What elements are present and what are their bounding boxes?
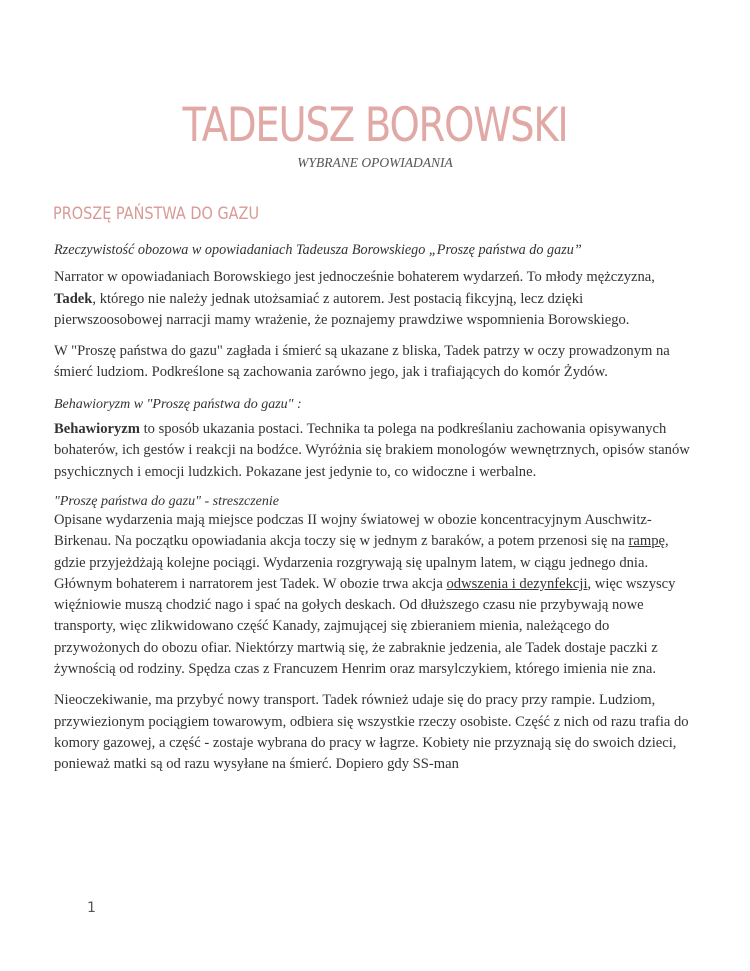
bold-term-behawioryzm: Behawioryzm xyxy=(54,421,140,438)
paragraph-text: , gdzie przyjeżdżają kolejne pociągi. Wydarzenia rozgrywają się upalnym latem, w ciągu jednego dnia. Głównym bohaterem i narratorem jest Tadek. W obozie trwa akcja xyxy=(54,533,669,592)
document-body xyxy=(54,240,694,786)
lead-paragraph: Rzeczywistość obozowa w opowiadaniach Tadeusza Borowskiego „Proszę państwa do gazu” xyxy=(54,242,582,258)
paragraph-narrator xyxy=(54,267,694,331)
label-behaviorism: Behawioryzm w "Proszę państwa do gazu" : xyxy=(54,396,302,412)
paragraph-text: , którego nie należy jednak utożsamiać z autorem. Jest postacią fikcyjną, lecz dzięki pierwszoosobowej narracji mamy wrażenie, że poznajemy prawdziwe wspomnienia Borowskiego. xyxy=(54,290,630,328)
underlined-odwszenie: odwszenia i dezynfekcji xyxy=(446,575,588,592)
underlined-rampa: rampę xyxy=(628,533,665,550)
section-heading: PROSZĘ PAŃSTWA DO GAZU xyxy=(53,204,260,224)
paragraph-transport: Nieoczekiwanie, ma przybyć nowy transport. Tadek również udaje się do pracy przy rampie. Ludziom, przywiezionym pociągiem towarowym, odbiera się wszystkie rzeczy osobiste. Część z nich od razu trafia do komory gazowej, a część - zostaje wybrana do pracy w łagrze. Kobiety nie przyznają się do swoich dzieci, ponieważ matki są od razu wysyłane na śmierć. Dopiero gdy SS-man xyxy=(54,692,689,773)
paragraph-death: W "Proszę państwa do gazu" zagłada i śmierć są ukazane z bliska, Tadek patrzy w oczy prowadzonym na śmierć ludziom. Podkreślone są zachowania zarówno jego, jak i trafiających do komór Żydów. xyxy=(54,343,670,381)
paragraph-text: Narrator w opowiadaniach Borowskiego jest jednocześnie bohaterem wydarzeń. To młody mężczyzna, xyxy=(54,269,655,286)
label-summary: "Proszę państwa do gazu" - streszczenie xyxy=(54,493,279,509)
bold-term-tadek: Tadek xyxy=(54,290,93,307)
paragraph-text: Opisane wydarzenia mają miejsce podczas II wojny światowej w obozie koncentracyjnym Auschwitz-Birkenau. Na początku opowiadania akcja toczy się w jednym z baraków, a potem przenosi się na xyxy=(54,511,652,550)
paragraph-behaviorism xyxy=(54,419,694,483)
paragraph-text: , więc wszyscy więźniowie muszą chodzić nago i spać na gołych deskach. Od dłuższego czasu nie przybywają nowe transporty, więc zlikwidowano część Kanady, zajmującej się zbieraniem mienia, należącego do przywożonych do obozu ofiar. Niektórzy martwią się, że zabraknie jedzenia, ale Tadek dostaje paczki z żywnością od rodziny. Spędza czas z Francuzem Henrim oraz marsylczykiem, którego imienia nie zna. xyxy=(54,575,676,678)
document-title: TADEUSZ BOROWSKI xyxy=(182,98,568,153)
document-subtitle: WYBRANE OPOWIADANIA xyxy=(297,155,453,170)
page-number: 1 xyxy=(87,900,96,916)
paragraph-summary xyxy=(54,510,694,680)
paragraph-text: to sposób ukazania postaci. Technika ta polega na podkreślaniu zachowania opisywanych bohaterów, ich gestów i reakcji na bodźce. Wyróżnia się brakiem monologów wewnętrznych, opisów stanów psychicznych i emocji ludzkich. Pokazane jest jedynie to, co widoczne i werbalne. xyxy=(54,421,690,480)
